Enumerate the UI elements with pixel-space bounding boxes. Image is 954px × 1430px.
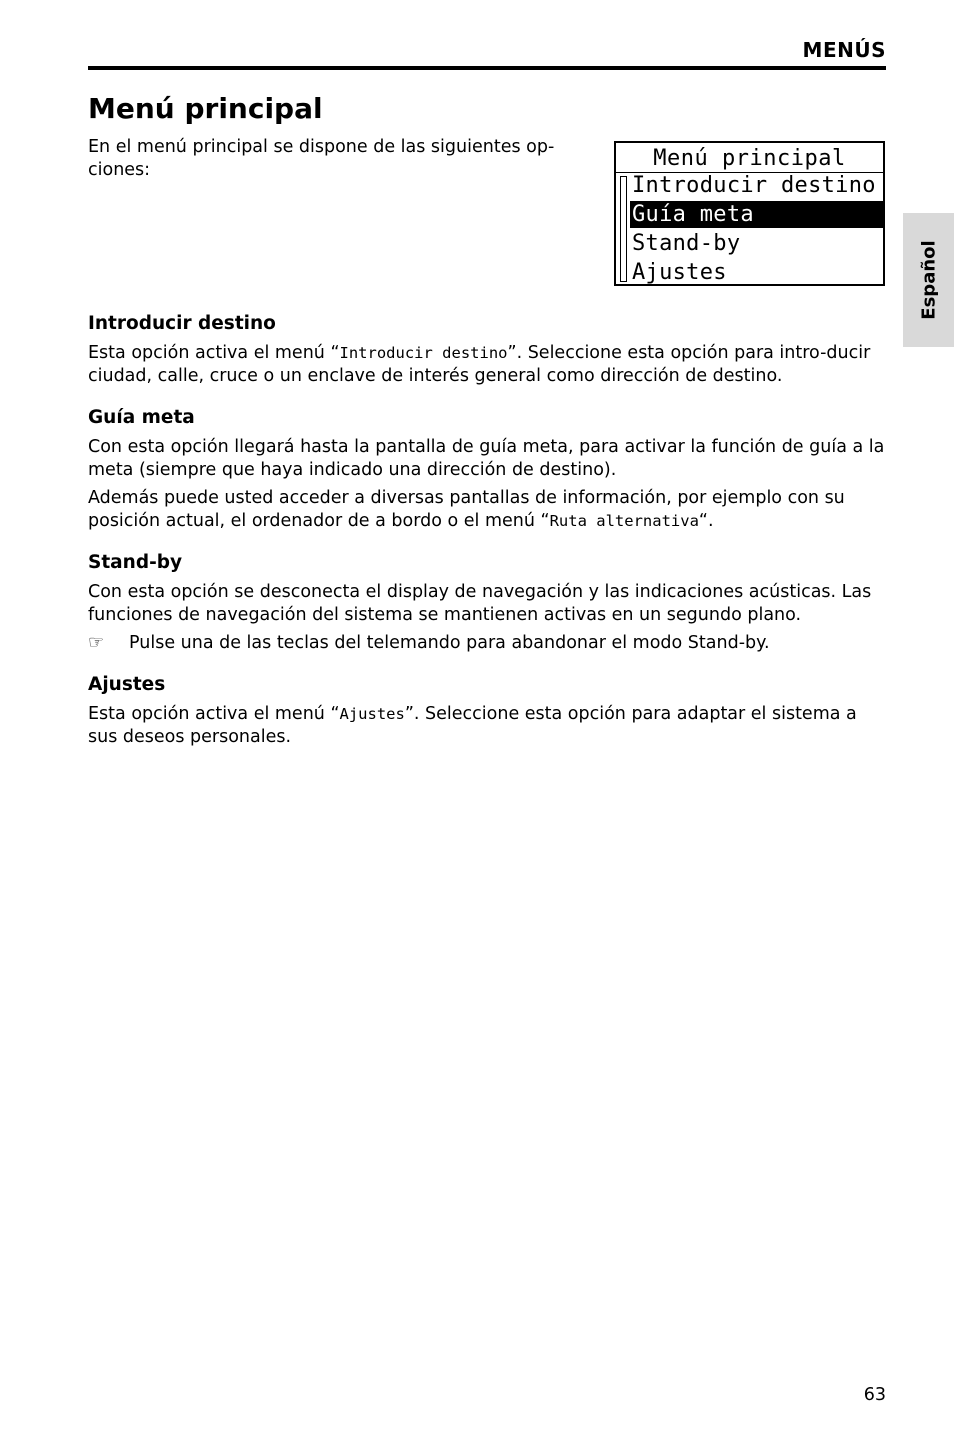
paragraph-introducir — [88, 342, 888, 388]
page-number: 63 — [863, 1385, 886, 1405]
header-rule — [88, 66, 886, 70]
lcd-scrollbar — [620, 176, 627, 282]
menu-code-text: Introducir destino — [339, 344, 508, 362]
text-fragment: “. — [698, 511, 714, 531]
heading-stand-by: Stand-by — [88, 552, 183, 573]
heading-introducir-destino: Introducir destino — [88, 313, 276, 334]
paragraph-guia-1: Con esta opción llegará hasta la pantalla de guía meta, para activar la función de guía a la meta (siempre que haya indicado una dirección de destino). — [88, 437, 885, 480]
intro-text: En el menú principal se dispone de las siguientes op-ciones: — [88, 137, 555, 180]
text-fragment: Esta opción activa el menú “ — [88, 704, 340, 724]
lcd-item-introducir: Introducir destino — [632, 173, 876, 198]
language-tab-label: Español — [918, 240, 939, 320]
language-tab — [903, 213, 954, 347]
section-label: MENÚS — [802, 38, 886, 62]
lcd-item-ajustes: Ajustes — [632, 260, 727, 285]
paragraph-guia-2 — [88, 487, 888, 533]
text-fragment: Además puede usted acceder a diversas pantallas de información, por ejemplo con su posición actual, el ordenador de a bordo o el menú “ — [88, 488, 845, 531]
text-fragment: ”. Seleccione esta opción para adaptar el sistema a sus deseos personales. — [88, 704, 857, 747]
lcd-item-guia-selected: Guía meta — [630, 201, 883, 228]
heading-guia-meta: Guía meta — [88, 407, 195, 428]
paragraph-ajustes — [88, 703, 888, 749]
pointing-hand-icon: ☞ — [88, 632, 105, 653]
lcd-item-standby: Stand-by — [632, 231, 741, 256]
lcd-title: Menú principal — [616, 145, 883, 173]
heading-ajustes: Ajustes — [88, 674, 166, 695]
lcd-display — [614, 141, 885, 286]
paragraph-standby: Con esta opción se desconecta el display de navegación y las indicaciones acústicas. Las funciones de navegación del sistema se mantienen activas en un segundo plano. — [88, 582, 872, 625]
menu-code-text: Ruta alternativa — [549, 512, 699, 530]
menu-code-text: Ajustes — [339, 705, 405, 723]
page-title: Menú principal — [88, 92, 323, 125]
note-standby: Pulse una de las teclas del telemando para abandonar el modo Stand-by. — [129, 633, 770, 653]
text-fragment: ”. Seleccione esta opción para intro-ducir ciudad, calle, cruce o un enclave de interés general como dirección de destino. — [88, 343, 871, 386]
text-fragment: Esta opción activa el menú “ — [88, 343, 340, 363]
